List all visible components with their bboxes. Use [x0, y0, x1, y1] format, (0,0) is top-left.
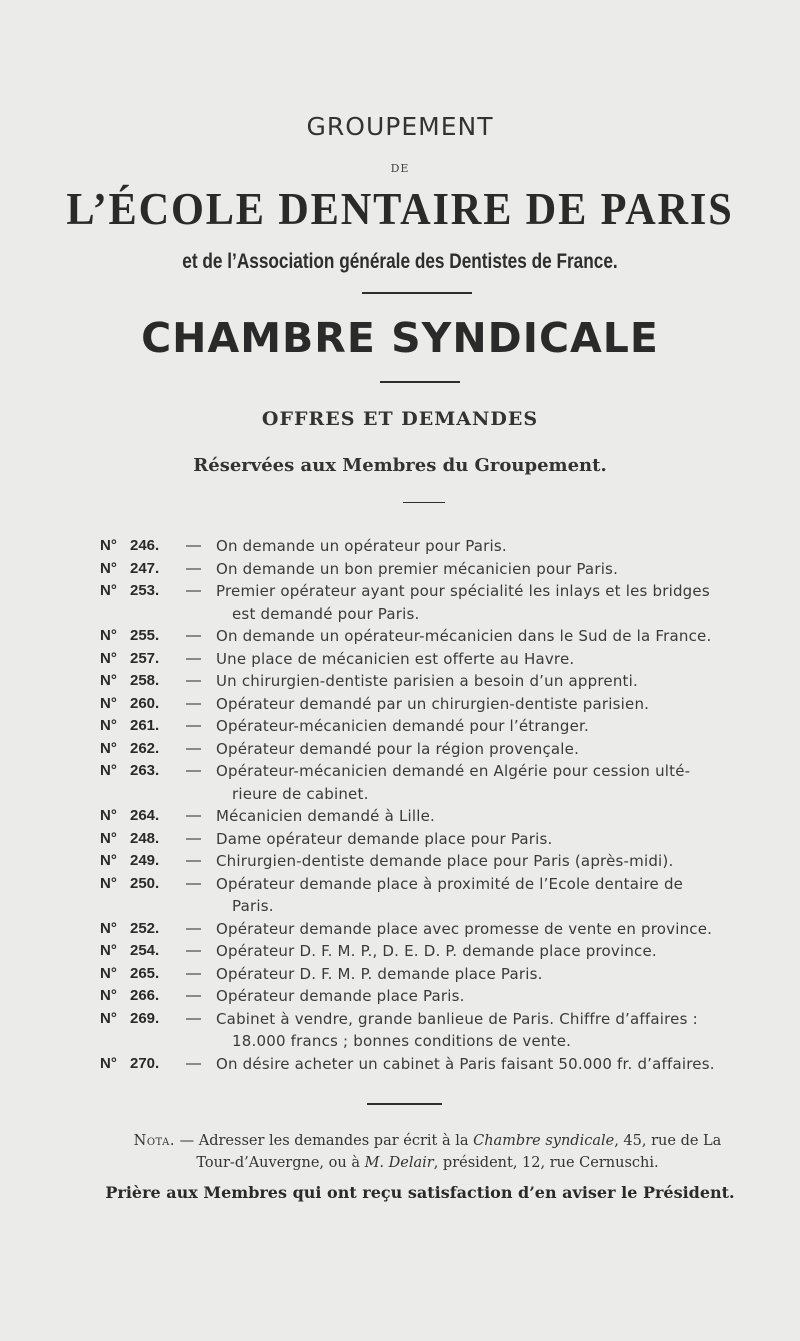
- entry-line: Opérateur demandé pour la région provençale.: [216, 739, 580, 758]
- entry-no-value: 248.: [130, 829, 160, 847]
- list-item: [100, 805, 745, 828]
- entry-line: Opérateur demande place Paris.: [216, 987, 465, 1005]
- divider-3: [403, 502, 445, 503]
- heading-ecole: L’ÉCOLE DENTAIRE DE PARIS: [66, 183, 734, 234]
- list-item: [100, 940, 745, 963]
- entry-no-label: N°: [100, 694, 117, 712]
- entry-no-value: 255.: [130, 627, 160, 644]
- entry-no-value: 266.: [130, 987, 160, 1004]
- entry-no-label: N°: [100, 852, 117, 869]
- entry-number: [100, 1008, 216, 1053]
- divider-2: [380, 381, 460, 383]
- entry-line: On demande un opérateur-mécanicien dans le Sud de la France.: [216, 627, 712, 645]
- entry-no-value: 263.: [130, 762, 160, 779]
- entry-no-label: N°: [100, 919, 117, 937]
- list-item: [100, 693, 745, 716]
- entry-text: [216, 648, 745, 671]
- entry-no-label: N°: [100, 1054, 117, 1072]
- entry-number: [100, 873, 216, 918]
- nota-text-2: , 45, rue de La Tour-d’Auvergne, ou à: [196, 1133, 722, 1171]
- list-item: [100, 828, 745, 851]
- entry-dash: —: [186, 829, 201, 847]
- entry-line: Un chirurgien-dentiste parisien a besoin d’un apprenti.: [216, 672, 638, 690]
- entry-text: [216, 805, 745, 828]
- entry-no-value: 246.: [130, 537, 160, 554]
- entry-text: [216, 918, 745, 941]
- entry-number: [100, 715, 216, 738]
- list-item: [100, 670, 745, 693]
- entry-dash: —: [186, 874, 201, 892]
- entry-dash: —: [186, 919, 201, 937]
- heading-association: et de l’Association générale des Dentistes de France.: [182, 250, 618, 273]
- entry-number: [100, 985, 216, 1008]
- entry-line: Chirurgien-dentiste demande place pour Paris (après-midi).: [216, 852, 674, 870]
- entry-line: Opérateur-mécanicien demandé pour l’étranger.: [216, 717, 589, 735]
- entry-continuation: 18.000 francs ; bonnes conditions de vente.: [232, 1032, 572, 1050]
- entry-line: Opérateur demande place à proximité de l’Ecole dentaire de: [216, 874, 684, 893]
- heading-offres-demandes: OFFRES ET DEMANDES: [261, 408, 539, 430]
- entry-no-value: 261.: [130, 717, 160, 734]
- list-item: [100, 535, 745, 558]
- entry-line: Cabinet à vendre, grande banlieue de Paris. Chiffre d’affaires :: [216, 1009, 698, 1028]
- entry-no-value: 270.: [130, 1054, 160, 1072]
- list-item: [100, 625, 745, 648]
- entry-number: [100, 693, 216, 716]
- entry-no-label: N°: [100, 874, 117, 892]
- entry-number: [100, 760, 216, 805]
- entry-no-label: N°: [100, 717, 117, 734]
- list-item: [100, 985, 745, 1008]
- entry-no-value: 258.: [130, 672, 160, 689]
- entry-continuation: rieure de cabinet.: [232, 784, 369, 803]
- entry-continuation: Paris.: [232, 897, 274, 915]
- entry-line: Opérateur demandé par un chirurgien-dentiste parisien.: [216, 694, 650, 713]
- entry-dash: —: [186, 987, 201, 1004]
- entry-text: [216, 985, 745, 1008]
- entry-number: [100, 805, 216, 828]
- entry-text: [216, 760, 745, 805]
- entry-no-label: N°: [100, 559, 117, 577]
- entry-line: Une place de mécanicien est offerte au Havre.: [216, 649, 575, 668]
- nota-paragraph: [115, 1130, 740, 1174]
- list-item: [100, 648, 745, 671]
- entry-number: [100, 940, 216, 963]
- heading-chambre-syndicale: CHAMBRE SYNDICALE: [141, 314, 659, 362]
- entry-text: [216, 963, 745, 986]
- entry-text: [216, 558, 745, 581]
- entry-text: [216, 670, 745, 693]
- entry-text: [216, 535, 745, 558]
- entry-text: [216, 625, 745, 648]
- entry-text: [216, 715, 745, 738]
- entry-line: On désire acheter un cabinet à Paris faisant 50.000 fr. d’affaires.: [216, 1054, 715, 1073]
- list-item: [100, 558, 745, 581]
- entry-no-value: 269.: [130, 1009, 160, 1027]
- list-item: [100, 580, 745, 625]
- list-item: [100, 873, 745, 918]
- entry-line: Mécanicien demandé à Lille.: [216, 807, 435, 825]
- entry-dash: —: [186, 649, 201, 667]
- entry-no-label: N°: [100, 627, 117, 644]
- entry-no-value: 257.: [130, 649, 160, 667]
- entry-line: Opérateur-mécanicien demandé en Algérie pour cession ulté-: [216, 762, 691, 780]
- entry-no-value: 252.: [130, 919, 160, 937]
- entry-dash: —: [186, 762, 201, 779]
- list-item: [100, 715, 745, 738]
- entry-text: [216, 940, 745, 963]
- entry-dash: —: [186, 694, 201, 712]
- entry-number: [100, 963, 216, 986]
- nota-label: Nota.: [133, 1133, 176, 1149]
- entry-number: [100, 738, 216, 761]
- entry-dash: —: [186, 1009, 201, 1027]
- entry-dash: —: [186, 942, 201, 959]
- entry-number: [100, 625, 216, 648]
- entry-no-value: 260.: [130, 694, 160, 712]
- entry-no-label: N°: [100, 1009, 117, 1027]
- entry-text: [216, 738, 745, 761]
- announcement-list: [100, 535, 745, 1075]
- entry-no-label: N°: [100, 762, 117, 779]
- list-item: [100, 738, 745, 761]
- divider-1: [362, 292, 472, 294]
- entry-line: Opérateur D. F. M. P. demande place Paris.: [216, 964, 543, 983]
- entry-no-label: N°: [100, 649, 117, 667]
- entry-dash: —: [186, 964, 201, 982]
- entry-text: [216, 1008, 745, 1053]
- entry-no-value: 262.: [130, 739, 160, 757]
- entry-no-label: N°: [100, 829, 117, 847]
- entry-no-label: N°: [100, 964, 117, 982]
- entry-continuation: est demandé pour Paris.: [232, 604, 420, 623]
- list-item: [100, 1008, 745, 1053]
- heading-reservees: Réservées aux Membres du Groupement.: [193, 455, 607, 476]
- entry-no-label: N°: [100, 582, 117, 599]
- entry-text: [216, 850, 745, 873]
- entry-line: On demande un opérateur pour Paris.: [216, 537, 507, 555]
- entry-number: [100, 558, 216, 581]
- entry-dash: —: [186, 739, 201, 757]
- entry-number: [100, 535, 216, 558]
- entry-number: [100, 828, 216, 851]
- nota-text-3: , président, 12, rue Cernuschi.: [433, 1155, 659, 1171]
- entry-no-value: 265.: [130, 964, 160, 982]
- entry-number: [100, 580, 216, 625]
- entry-line: Dame opérateur demande place pour Paris.: [216, 829, 553, 848]
- entry-dash: —: [186, 717, 201, 734]
- entry-text: [216, 873, 745, 918]
- entry-text: [216, 1053, 745, 1076]
- list-item: [100, 918, 745, 941]
- entry-no-label: N°: [100, 672, 117, 689]
- entry-number: [100, 670, 216, 693]
- entry-dash: —: [186, 1054, 201, 1072]
- list-item: [100, 760, 745, 805]
- entry-dash: —: [186, 672, 201, 689]
- heading-de: DE: [390, 162, 410, 175]
- entry-no-label: N°: [100, 807, 117, 824]
- entry-dash: —: [186, 537, 201, 554]
- nota-chambre: Chambre syndicale: [473, 1133, 615, 1149]
- entry-no-value: 249.: [130, 852, 160, 869]
- entry-text: [216, 580, 745, 625]
- entry-no-value: 254.: [130, 942, 160, 959]
- entry-no-label: N°: [100, 942, 117, 959]
- entry-no-value: 247.: [130, 559, 160, 577]
- entry-dash: —: [186, 852, 201, 869]
- list-item: [100, 963, 745, 986]
- divider-4: [367, 1103, 442, 1105]
- priere-text: Prière aux Membres qui ont reçu satisfaction d’en aviser le Président.: [105, 1183, 735, 1202]
- entry-dash: —: [186, 582, 201, 599]
- nota-text-1: — Adresser les demandes par écrit à la: [175, 1133, 474, 1149]
- entry-number: [100, 850, 216, 873]
- entry-no-label: N°: [100, 987, 117, 1004]
- entry-line: Premier opérateur ayant pour spécialité les inlays et les bridges: [216, 582, 710, 600]
- entry-number: [100, 1053, 216, 1076]
- entry-no-label: N°: [100, 537, 117, 554]
- heading-groupement: GROUPEMENT: [306, 112, 494, 141]
- nota-delair: M. Delair: [364, 1155, 434, 1171]
- entry-text: [216, 693, 745, 716]
- entry-dash: —: [186, 807, 201, 824]
- entry-line: Opérateur D. F. M. P., D. E. D. P. demande place province.: [216, 942, 657, 960]
- list-item: [100, 1053, 745, 1076]
- entry-line: On demande un bon premier mécanicien pour Paris.: [216, 559, 619, 578]
- entry-no-value: 253.: [130, 582, 160, 599]
- entry-number: [100, 918, 216, 941]
- entry-dash: —: [186, 559, 201, 577]
- entry-no-value: 250.: [130, 874, 160, 892]
- entry-dash: —: [186, 627, 201, 644]
- entry-number: [100, 648, 216, 671]
- entry-text: [216, 828, 745, 851]
- entry-no-value: 264.: [130, 807, 160, 824]
- entry-no-label: N°: [100, 739, 117, 757]
- list-item: [100, 850, 745, 873]
- entry-line: Opérateur demande place avec promesse de vente en province.: [216, 919, 713, 938]
